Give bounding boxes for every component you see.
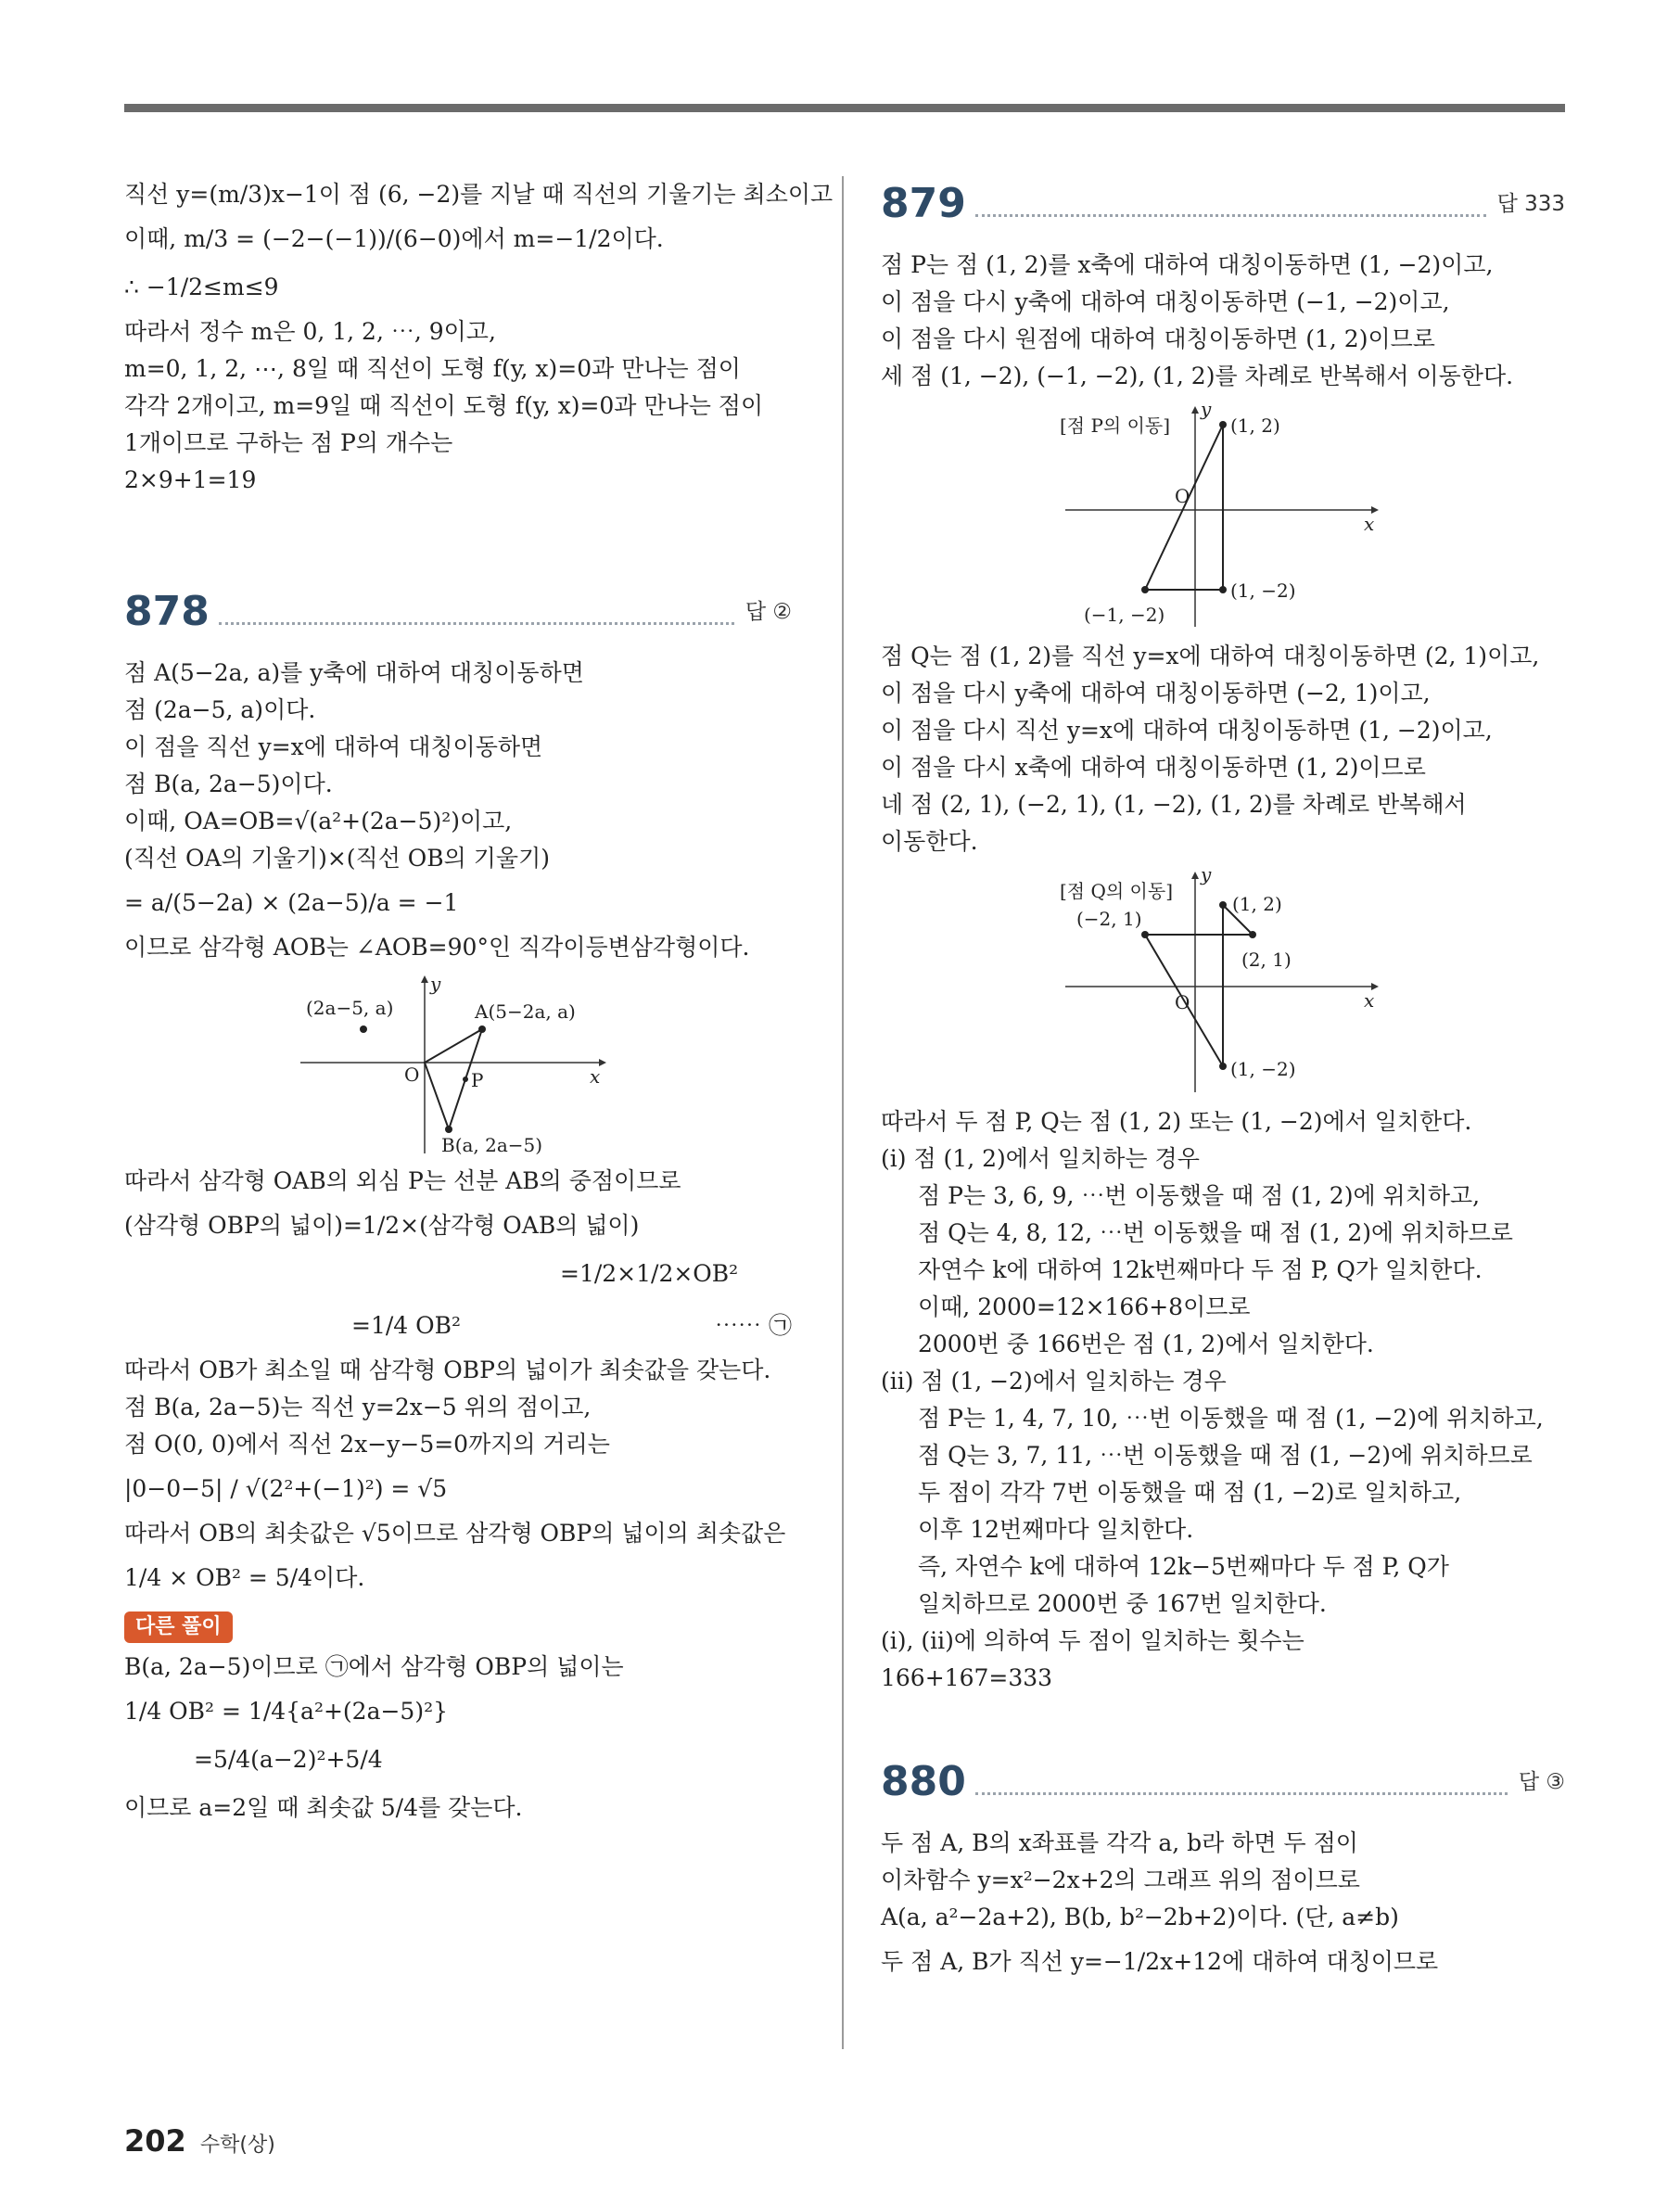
text-line: 이 점을 다시 y축에 대하여 대칭이동하면 (−2, 1)이고, — [881, 680, 1431, 707]
text-line: 점 P는 점 (1, 2)를 x축에 대하여 대칭이동하면 (1, −2)이고, — [881, 251, 1494, 278]
point-p — [463, 1076, 468, 1082]
text-line: (ⅱ) 점 (1, −2)에서 일치하는 경우 — [881, 1368, 1227, 1395]
point-1-2 — [1219, 901, 1227, 909]
alt-solution-badge: 다른 풀이 — [124, 1611, 233, 1643]
text-line: =1/4 OB² — [351, 1312, 462, 1339]
p4-label: (1, −2) — [1230, 1058, 1296, 1080]
point-2-1 — [1249, 931, 1256, 938]
text-line: 따라서 삼각형 OAB의 외심 P는 선분 AB의 중점이므로 — [124, 1167, 681, 1194]
text-line: 따라서 OB의 최솟값은 √5이므로 삼각형 OBP의 넓이의 최솟값은 — [124, 1520, 786, 1547]
text-line: 일치하므로 2000번 중 167번 일치한다. — [918, 1590, 1327, 1617]
point-m2-1 — [1141, 931, 1149, 938]
problem-number: 878 — [124, 588, 210, 635]
text-line: 점 Q는 3, 7, 11, ⋯번 이동했을 때 점 (1, −2)에 위치하므로 — [918, 1442, 1533, 1469]
problem-header-878 — [124, 579, 792, 636]
dotted-leader — [975, 214, 1486, 217]
p2-label: (1, −2) — [1230, 580, 1296, 602]
equation-mark: ⋯⋯ ㉠ — [715, 1312, 792, 1339]
origin-label: O — [1175, 991, 1190, 1013]
text-line: 166+167=333 — [881, 1664, 1053, 1691]
text-line: 점 A(5−2a, a)를 y축에 대하여 대칭이동하면 — [124, 659, 584, 686]
text-line: 따라서 정수 m은 0, 1, 2, ⋯, 9이고, — [124, 318, 496, 345]
text-line: 1개이므로 구하는 점 P의 개수는 — [124, 429, 453, 456]
text-line: |0−0−5| / √(2²+(−1)²) = √5 — [124, 1475, 448, 1502]
text-line: 점 P는 1, 4, 7, 10, ⋯번 이동했을 때 점 (1, −2)에 위치하고, — [918, 1405, 1544, 1432]
text-line: 2000번 중 166번은 점 (1, 2)에서 일치한다. — [918, 1331, 1374, 1357]
text-line: 자연수 k에 대하여 12k번째마다 두 점 P, Q가 일치한다. — [918, 1256, 1483, 1283]
x-label: x — [1364, 513, 1375, 535]
text-line: 이 점을 다시 직선 y=x에 대하여 대칭이동하면 (1, −2)이고, — [881, 717, 1493, 744]
column-divider — [842, 176, 844, 2049]
text-line: = a/(5−2a) × (2a−5)/a = −1 — [124, 889, 459, 916]
text-line: 1/4 × OB² = 5/4이다. — [124, 1564, 365, 1591]
text-line: 점 B(a, 2a−5)는 직선 y=2x−5 위의 점이고, — [124, 1394, 592, 1420]
figure-p-movement — [1056, 401, 1390, 632]
right-column — [881, 176, 1565, 1988]
text-line: 이때, m/3 = (−2−(−1))/(6−0)에서 m=−1/2이다. — [124, 225, 664, 252]
point-1-m2 — [1219, 1063, 1227, 1070]
text-line: 각각 2개이고, m=9일 때 직선이 도형 f(y, x)=0과 만나는 점이 — [124, 392, 764, 419]
text-line: 점 Q는 점 (1, 2)를 직선 y=x에 대하여 대칭이동하면 (2, 1)이고, — [881, 643, 1540, 669]
text-line: 점 P는 3, 6, 9, ⋯번 이동했을 때 점 (1, 2)에 위치하고, — [918, 1182, 1481, 1209]
path-segment — [1145, 425, 1223, 590]
text-line: 따라서 두 점 P, Q는 점 (1, 2) 또는 (1, −2)에서 일치한다. — [881, 1108, 1472, 1135]
dotted-leader — [219, 622, 734, 625]
text-line: 이동한다. — [881, 828, 978, 855]
point-c — [360, 1025, 367, 1033]
text-line: 두 점 A, B의 x좌표를 각각 a, b라 하면 두 점이 — [881, 1829, 1358, 1856]
figure-q-movement — [1056, 866, 1390, 1098]
answer-label: 답 ③ — [1518, 1770, 1565, 1794]
figure-title: [점 P의 이동] — [1060, 414, 1171, 437]
text-line: (ⅰ), (ⅱ)에 의하여 두 점이 일치하는 횟수는 — [881, 1627, 1305, 1654]
point-a — [478, 1025, 486, 1033]
text-line: 이후 12번째마다 일치한다. — [918, 1516, 1194, 1543]
text-line: 두 점 A, B가 직선 y=−1/2x+12에 대하여 대칭이므로 — [881, 1948, 1439, 1975]
text-line: 따라서 OB가 최소일 때 삼각형 OBP의 넓이가 최솟값을 갖는다. — [124, 1357, 771, 1383]
text-line: 1/4 OB² = 1/4{a²+(2a−5)²} — [124, 1698, 449, 1725]
text-line: 직선 y=(m/3)x−1이 점 (6, −2)를 지날 때 직선의 기울기는 최소이고 — [124, 181, 834, 208]
p1-label: (1, 2) — [1230, 414, 1280, 437]
text-line: 점 (2a−5, a)이다. — [124, 696, 316, 723]
answer-label: 답 ② — [745, 600, 792, 624]
text-line: 이때, 2000=12×166+8이므로 — [918, 1293, 1251, 1320]
text-line: =1/2×1/2×OB² — [560, 1260, 739, 1287]
text-line: 이 점을 직선 y=x에 대하여 대칭이동하면 — [124, 733, 543, 760]
y-axis-arrow — [1191, 872, 1199, 879]
text-line: 이 점을 다시 y축에 대하여 대칭이동하면 (−1, −2)이고, — [881, 288, 1450, 315]
left-column — [124, 176, 834, 1834]
text-line: 이 점을 다시 원점에 대하여 대칭이동하면 (1, 2)이므로 — [881, 325, 1435, 352]
text-line: 이차함수 y=x²−2x+2의 그래프 위의 점이므로 — [881, 1866, 1360, 1893]
origin-label: O — [1175, 485, 1190, 507]
text-line: (ⅰ) 점 (1, 2)에서 일치하는 경우 — [881, 1145, 1200, 1172]
y-axis-arrow — [1191, 406, 1199, 414]
b-label: B(a, 2a−5) — [441, 1134, 543, 1156]
text-line: B(a, 2a−5)이므로 ㉠에서 삼각형 OBP의 넓이는 — [124, 1653, 624, 1680]
x-label: x — [1364, 989, 1375, 1012]
figure-title: [점 Q의 이동] — [1060, 880, 1173, 902]
answer-label: 답 333 — [1496, 192, 1565, 216]
text-line: 이므로 삼각형 AOB는 ∠AOB=90°인 직각이등변삼각형이다. — [124, 934, 750, 961]
point-1-m2 — [1219, 586, 1227, 593]
subject-label: 수학(상) — [199, 2134, 275, 2157]
origin-label: O — [404, 1064, 420, 1086]
p3-label: (−1, −2) — [1084, 604, 1165, 626]
p2-label: (2, 1) — [1241, 949, 1292, 971]
page-number: 202 — [124, 2123, 186, 2159]
c-label: (2a−5, a) — [306, 997, 394, 1019]
text-line: 네 점 (2, 1), (−2, 1), (1, −2), (1, 2)를 차례로 반복해서 — [881, 791, 1467, 818]
text-line: (직선 OA의 기울기)×(직선 OB의 기울기) — [124, 845, 550, 872]
y-label: y — [1201, 866, 1212, 885]
page-footer — [124, 2123, 275, 2159]
text-line: 두 점이 각각 7번 이동했을 때 점 (1, −2)로 일치하고, — [918, 1479, 1462, 1506]
text-line: 2×9+1=19 — [124, 466, 257, 493]
text-line: 점 B(a, 2a−5)이다. — [124, 771, 333, 797]
point-b — [445, 1126, 452, 1133]
y-label: y — [430, 973, 441, 995]
text-line: 점 Q는 4, 8, 12, ⋯번 이동했을 때 점 (1, 2)에 위치하므로 — [918, 1219, 1513, 1246]
p1-label: (1, 2) — [1232, 893, 1282, 915]
problem-number: 880 — [881, 1758, 966, 1805]
problem-number: 879 — [881, 180, 966, 227]
text-line: m=0, 1, 2, ⋯, 8일 때 직선이 도형 f(y, x)=0과 만나는 점이 — [124, 355, 741, 382]
point-1-2 — [1219, 421, 1227, 428]
text-line: (삼각형 OBP의 넓이)=1/2×(삼각형 OAB의 넓이) — [124, 1212, 640, 1239]
text-line: 이 점을 다시 x축에 대하여 대칭이동하면 (1, 2)이므로 — [881, 754, 1426, 781]
text-line: ∴ −1/2≤m≤9 — [124, 274, 279, 300]
text-line: 이때, OA=OB=√(a²+(2a−5)²)이고, — [124, 808, 513, 834]
problem-header-879 — [881, 171, 1565, 228]
a-label: A(5−2a, a) — [475, 1000, 576, 1023]
text-line: 세 점 (1, −2), (−1, −2), (1, 2)를 차례로 반복해서 이동한다. — [881, 363, 1514, 389]
text-line: A(a, a²−2a+2), B(b, b²−2b+2)이다. (단, a≠b) — [881, 1904, 1399, 1930]
text-line: 즉, 자연수 k에 대하여 12k−5번째마다 두 점 P, Q가 — [918, 1553, 1449, 1580]
p-label: P — [471, 1069, 484, 1091]
x-label: x — [590, 1065, 601, 1088]
p3-label: (−2, 1) — [1076, 908, 1142, 930]
figure-878 — [300, 972, 616, 1157]
problem-header-880 — [881, 1749, 1565, 1806]
prev-solution-tail — [124, 176, 834, 499]
dotted-leader — [975, 1792, 1508, 1795]
text-line: =5/4(a−2)²+5/4 — [194, 1746, 383, 1773]
text-line: 점 O(0, 0)에서 직선 2x−y−5=0까지의 거리는 — [124, 1431, 610, 1458]
top-rule — [124, 104, 1565, 112]
y-label: y — [1201, 401, 1212, 420]
text-line: 이므로 a=2일 때 최솟값 5/4를 갖는다. — [124, 1794, 523, 1821]
y-axis-arrow — [421, 975, 428, 983]
point-m1-m2 — [1141, 586, 1149, 593]
